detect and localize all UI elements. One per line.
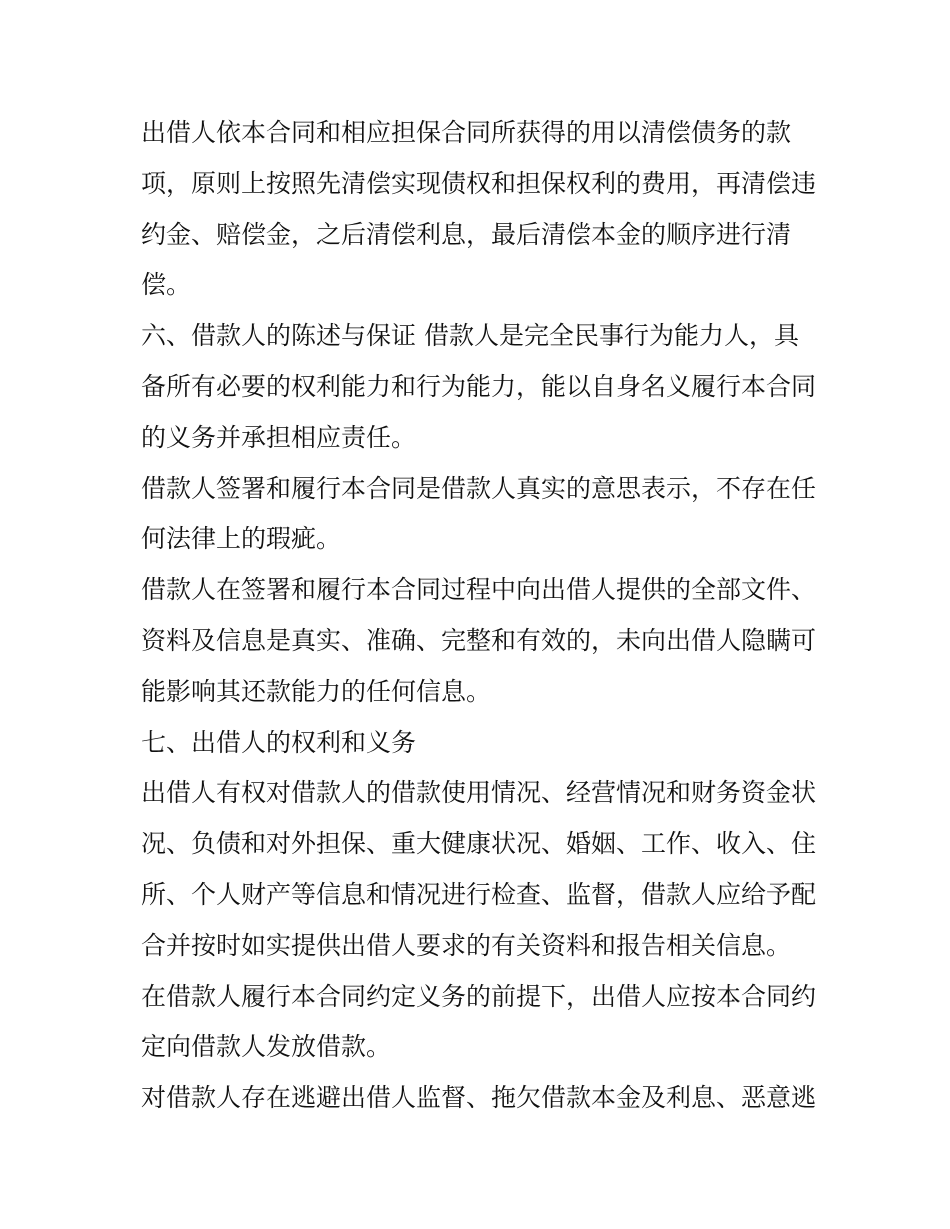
text-line: 对借款人存在逃避出借人监督、拖欠借款本金及利息、恶意逃 (141, 1083, 817, 1113)
section-heading-line: 七、出借人的权利和义务 (141, 727, 417, 757)
text-line: 出借人有权对借款人的借款使用情况、经营情况和财务资金状 (141, 778, 817, 808)
text-line: 项，原则上按照先清偿实现债权和担保权利的费用，再清偿违 (141, 168, 817, 198)
text-line: 的义务并承担相应责任。 (141, 422, 417, 452)
text-line: 偿。 (141, 270, 192, 300)
text-line: 备所有必要的权利能力和行为能力，能以自身名义履行本合同 (141, 371, 817, 401)
text-line: 能影响其还款能力的任何信息。 (141, 676, 492, 706)
text-line: 何法律上的瑕疵。 (141, 524, 342, 554)
text-line: 所、个人财产等信息和情况进行检查、监督，借款人应给予配 (141, 879, 817, 909)
text-line: 资料及信息是真实、准确、完整和有效的，未向出借人隐瞒可 (141, 625, 817, 655)
text-line: 况、负债和对外担保、重大健康状况、婚姻、工作、收入、住 (141, 829, 817, 859)
section-heading-line: 六、借款人的陈述与保证 借款人是完全民事行为能力人，具 (141, 321, 799, 351)
text-line: 借款人在签署和履行本合同过程中向出借人提供的全部文件、 (141, 575, 817, 605)
text-line: 借款人签署和履行本合同是借款人真实的意思表示，不存在任 (141, 473, 817, 503)
text-line: 出借人依本合同和相应担保合同所获得的用以清偿债务的款 (141, 118, 792, 147)
text-line: 合并按时如实提供出借人要求的有关资料和报告相关信息。 (141, 930, 792, 960)
text-line: 约金、赔偿金，之后清偿利息，最后清偿本金的顺序进行清 (141, 219, 792, 249)
text-line: 在借款人履行本合同约定义务的前提下，出借人应按本合同约 (141, 981, 817, 1011)
contract-body-text (141, 108, 821, 1124)
text-line: 定向借款人发放借款。 (141, 1032, 392, 1062)
